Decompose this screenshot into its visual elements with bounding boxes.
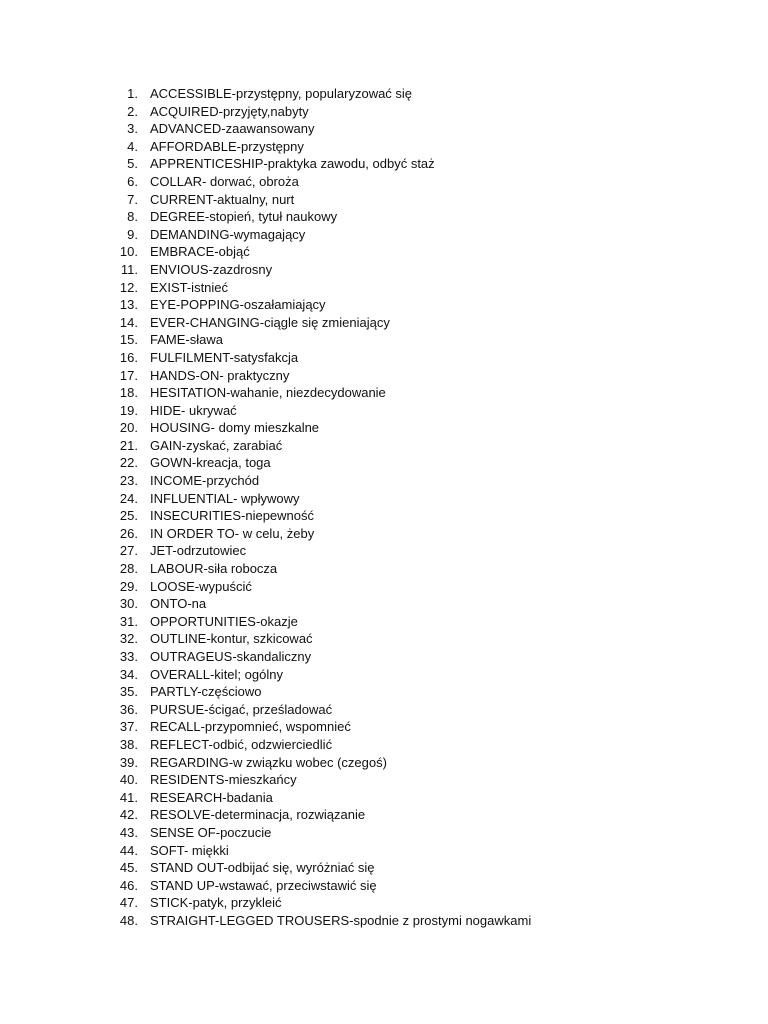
list-item-text: LABOUR-siła robocza <box>150 561 278 577</box>
list-item <box>113 718 531 736</box>
list-item <box>113 842 531 860</box>
list-item-number: 44. <box>119 842 138 858</box>
list-item-number: 25. <box>119 508 138 524</box>
list-item-number: 3. <box>127 121 138 137</box>
list-item-text: ADVANCED-zaawansowany <box>150 121 315 137</box>
list-item-number: 36. <box>119 701 138 717</box>
list-item-number: 38. <box>119 736 138 752</box>
list-item <box>113 736 531 754</box>
list-item-number: 29. <box>119 578 138 594</box>
list-item-number: 18. <box>119 385 138 401</box>
list-item-text: STAND UP-wstawać, przeciwstawić się <box>150 877 377 893</box>
list-item <box>113 138 531 156</box>
list-item-text: EYE-POPPING-oszałamiający <box>150 297 326 313</box>
list-item-number: 31. <box>119 613 138 629</box>
list-item <box>113 437 531 455</box>
list-item <box>113 314 531 332</box>
list-item-number: 19. <box>119 402 138 418</box>
list-item-number: 14. <box>119 314 138 330</box>
list-item-number: 33. <box>119 649 138 664</box>
list-item-text: ONTO-na <box>150 596 207 612</box>
list-item <box>113 454 531 472</box>
list-item-number: 34. <box>119 666 138 682</box>
list-item-number: 11. <box>120 261 138 277</box>
list-item-text: INFLUENTIAL- wpływowy <box>150 490 300 506</box>
list-item-text: ACCESSIBLE-przystępny, popularyzować się <box>150 86 413 101</box>
list-item-number: 5. <box>127 156 138 172</box>
list-item <box>113 331 531 349</box>
list-item-number: 47. <box>119 895 138 911</box>
list-item-number: 12. <box>119 279 138 295</box>
list-item-text: OUTLINE-kontur, szkicować <box>150 631 313 647</box>
list-item-number: 9. <box>127 226 138 242</box>
list-item-text: REFLECT-odbić, odzwierciedlić <box>150 736 333 752</box>
list-item <box>113 208 531 226</box>
list-item-number: 13. <box>119 297 138 313</box>
list-item <box>113 560 531 578</box>
list-item <box>113 754 531 772</box>
list-item-text: OUTRAGEUS-skandaliczny <box>150 649 312 664</box>
list-item <box>113 296 531 314</box>
list-item <box>113 261 531 279</box>
list-item <box>113 155 531 173</box>
list-item <box>113 859 531 877</box>
list-item-text: REGARDING-w związku wobec (czegoś) <box>150 754 387 770</box>
list-item-number: 40. <box>119 772 138 788</box>
list-item-number: 30. <box>119 596 138 612</box>
list-item-number: 42. <box>119 807 138 823</box>
list-item <box>113 103 531 121</box>
list-item-text: PURSUE-ścigać, prześladować <box>150 701 333 717</box>
list-item <box>113 789 531 807</box>
list-item-text: EMBRACE-objąć <box>150 244 250 260</box>
list-item <box>113 85 531 103</box>
list-item-text: GOWN-kreacja, toga <box>150 455 271 471</box>
list-item <box>113 173 531 191</box>
list-item <box>113 630 531 648</box>
list-item <box>113 472 531 490</box>
list-item-text: SENSE OF-poczucie <box>150 824 272 840</box>
list-item-number: 22. <box>119 455 138 471</box>
list-item-text: IN ORDER TO- w celu, żeby <box>150 525 315 541</box>
list-item-text: PARTLY-częściowo <box>150 684 262 700</box>
list-item-text: HANDS-ON- praktyczny <box>150 367 290 383</box>
list-item <box>113 824 531 842</box>
list-item <box>113 243 531 261</box>
list-item <box>113 490 531 508</box>
list-item-number: 26. <box>119 525 138 541</box>
list-item-text: RESIDENTS-mieszkańcy <box>150 772 297 788</box>
list-item-number: 7. <box>127 191 138 207</box>
list-item-text: ACQUIRED-przyjęty,nabyty <box>150 103 309 119</box>
list-item-number: 35. <box>119 684 138 700</box>
list-item-number: 2. <box>127 103 138 119</box>
list-item-text: GAIN-zyskać, zarabiać <box>150 437 283 453</box>
list-item-number: 10. <box>119 244 138 260</box>
list-item <box>113 894 531 912</box>
list-item-text: AFFORDABLE-przystępny <box>150 138 304 154</box>
list-item-text: OPPORTUNITIES-okazje <box>150 613 298 629</box>
list-item <box>113 226 531 244</box>
list-item-number: 32. <box>119 631 138 647</box>
list-item-text: RESOLVE-determinacja, rozwiązanie <box>150 807 366 823</box>
list-item-number: 20. <box>119 420 138 436</box>
list-item-number: 4. <box>127 138 138 154</box>
list-item-text: STRAIGHT-LEGGED TROUSERS-spodnie z prostymi nogawkami <box>150 912 532 928</box>
list-item <box>113 648 531 666</box>
list-item-text: RECALL-przypomnieć, wspomnieć <box>150 719 351 735</box>
list-item-number: 28. <box>119 561 138 577</box>
list-item-number: 15. <box>119 332 138 348</box>
list-item-number: 37. <box>119 719 138 735</box>
list-item <box>113 701 531 719</box>
list-item-number: 39. <box>119 754 138 770</box>
list-item <box>113 877 531 895</box>
list-item <box>113 191 531 209</box>
list-item-text: JET-odrzutowiec <box>150 543 247 559</box>
list-item <box>113 402 531 420</box>
list-item <box>113 666 531 684</box>
list-item <box>113 120 531 138</box>
list-item-text: STICK-patyk, przykleić <box>150 895 282 911</box>
list-item-text: SOFT- miękki <box>150 842 229 858</box>
list-item-text: FAME-sława <box>150 332 223 348</box>
list-item <box>113 525 531 543</box>
list-item-number: 16. <box>119 349 138 365</box>
list-item-number: 23. <box>119 473 138 489</box>
list-item-text: HIDE- ukrywać <box>150 402 237 418</box>
list-item-text: INSECURITIES-niepewność <box>150 508 314 524</box>
list-item-text: COLLAR- dorwać, obroża <box>150 173 299 189</box>
list-item-text: LOOSE-wypuścić <box>150 578 252 594</box>
list-item-text: RESEARCH-badania <box>150 789 273 805</box>
list-item <box>113 367 531 385</box>
list-item-text: HESITATION-wahanie, niezdecydowanie <box>150 385 386 401</box>
list-item <box>113 507 531 525</box>
list-item-number: 43. <box>119 824 138 840</box>
list-item-text: HOUSING- domy mieszkalne <box>150 420 320 436</box>
list-item-number: 48. <box>119 912 138 928</box>
list-item-number: 27. <box>119 543 138 559</box>
list-item-number: 6. <box>127 173 138 189</box>
list-item-text: DEGREE-stopień, tytuł naukowy <box>150 209 338 225</box>
vocabulary-list <box>113 85 531 930</box>
list-item-text: DEMANDING-wymagający <box>150 226 306 242</box>
list-item-text: STAND OUT-odbijać się, wyróżniać się <box>150 860 375 876</box>
list-item-text: CURRENT-aktualny, nurt <box>150 191 295 207</box>
list-item <box>113 595 531 613</box>
list-item-text: APPRENTICESHIP-praktyka zawodu, odbyć staż <box>150 156 435 172</box>
list-item <box>113 912 531 930</box>
list-item-number: 24. <box>119 490 138 506</box>
list-item-text: INCOME-przychód <box>150 473 260 489</box>
list-item-text: OVERALL-kitel; ogólny <box>150 666 283 682</box>
list-item-text: EXIST-istnieć <box>150 279 229 295</box>
list-item-number: 8. <box>127 209 138 225</box>
list-item-number: 41. <box>119 789 138 805</box>
list-item <box>113 279 531 297</box>
list-item <box>113 542 531 560</box>
list-item-number: 46. <box>119 877 138 893</box>
list-item <box>113 806 531 824</box>
list-item <box>113 419 531 437</box>
list-item <box>113 384 531 402</box>
list-item <box>113 683 531 701</box>
list-item <box>113 771 531 789</box>
list-item-text: FULFILMENT-satysfakcja <box>150 349 299 365</box>
list-item <box>113 349 531 367</box>
list-item-number: 21. <box>119 437 138 453</box>
list-item-text: ENVIOUS-zazdrosny <box>150 261 273 277</box>
list-item-text: EVER-CHANGING-ciągle się zmieniający <box>150 314 390 330</box>
list-item <box>113 578 531 596</box>
list-item-number: 1. <box>127 86 138 101</box>
list-item <box>113 613 531 631</box>
list-item-number: 45. <box>119 860 138 876</box>
list-item-number: 17. <box>119 367 138 383</box>
